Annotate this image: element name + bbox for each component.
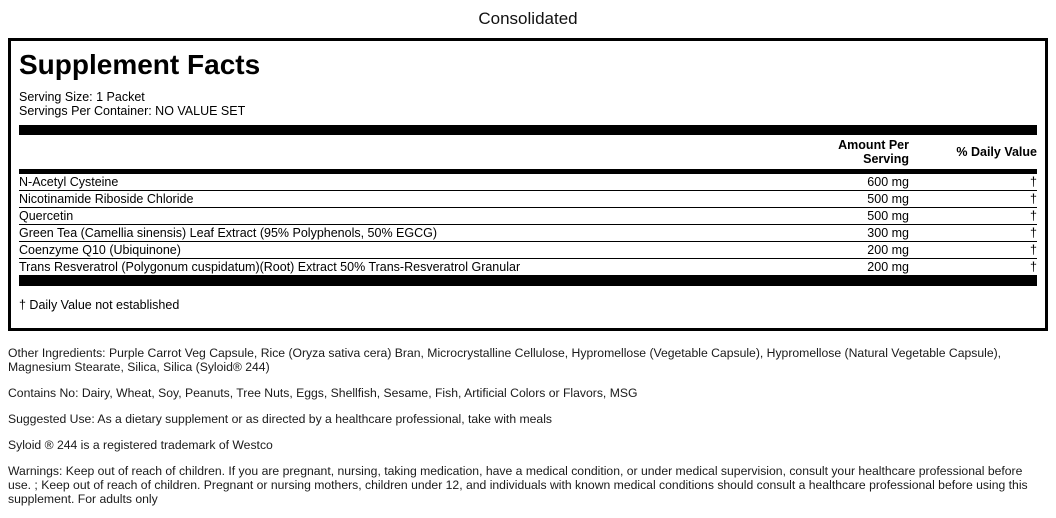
daily-value-footnote: † Daily Value not established: [19, 298, 180, 312]
other-ingredients-text: Other Ingredients: Purple Carrot Veg Capsule, Rice (Oryza sativa cera) Bran, Microcrystalline Cellulose, Hypromellose (Vegetable Capsule), Hypromellose (Natural Vegetable Capsule), Magnesium Stearate, Silica, Silica (Syloid® 244): [8, 346, 1002, 374]
ingredient-name: Green Tea (Camellia sinensis) Leaf Extract (95% Polyphenols, 50% EGCG): [19, 226, 438, 240]
ingredient-name: Coenzyme Q10 (Ubiquinone): [19, 243, 181, 257]
table-header-row: [19, 135, 1037, 169]
page-title: Consolidated: [478, 9, 578, 28]
ingredient-amount: 300 mg: [867, 226, 909, 240]
ingredient-amount: 200 mg: [867, 243, 909, 257]
ingredient-amount: 200 mg: [867, 260, 909, 274]
ingredient-daily-value: †: [1030, 175, 1037, 189]
trademark-text: Syloid ® 244 is a registered trademark of Westco: [8, 438, 273, 452]
ingredient-daily-value: †: [1030, 243, 1037, 257]
daily-value-header: % Daily Value: [956, 145, 1037, 159]
ingredient-amount: 500 mg: [867, 192, 909, 206]
supplement-facts-heading: Supplement Facts: [19, 49, 261, 80]
table-row: [19, 259, 1037, 276]
thick-divider-bottom: [19, 276, 1037, 286]
table-row: [19, 225, 1037, 242]
ingredient-daily-value: †: [1030, 209, 1037, 223]
suggested-use-text: Suggested Use: As a dietary supplement or as directed by a healthcare professional, take with meals: [8, 412, 552, 426]
ingredient-amount: 600 mg: [867, 175, 909, 189]
table-row: [19, 208, 1037, 225]
ingredient-name: Quercetin: [19, 209, 74, 223]
ingredient-name: Trans Resveratrol (Polygonum cuspidatum)(Root) Extract 50% Trans-Resveratrol Granular: [19, 260, 521, 274]
footer-notes: [8, 346, 1048, 506]
ingredient-daily-value: †: [1030, 192, 1037, 206]
table-row: [19, 242, 1037, 259]
ingredient-name: Nicotinamide Riboside Chloride: [19, 192, 194, 206]
servings-per-container-line: Servings Per Container: NO VALUE SET: [19, 104, 246, 118]
thick-divider-top: [19, 125, 1037, 135]
contains-no-text: Contains No: Dairy, Wheat, Soy, Peanuts, Tree Nuts, Eggs, Shellfish, Sesame, Fish, Artificial Colors or Flavors, MSG: [8, 386, 638, 400]
supplement-facts-panel: [8, 38, 1048, 331]
ingredient-name: N-Acetyl Cysteine: [19, 175, 119, 189]
table-row: [19, 174, 1037, 191]
serving-size-line: Serving Size: 1 Packet: [19, 90, 145, 104]
amount-per-serving-header: Amount Per Serving: [838, 138, 909, 166]
ingredient-daily-value: †: [1030, 260, 1037, 274]
ingredient-daily-value: †: [1030, 226, 1037, 240]
table-row: [19, 191, 1037, 208]
warnings-text: Warnings: Keep out of reach of children. If you are pregnant, nursing, taking medication, have a medical condition, or under medical supervision, consult your healthcare professional before use. ; Keep out of reach of children. Pregnant or nursing mothers, children under 12, and individuals with known medical conditions should consult a healthcare professional before using this supplement. For adults only: [8, 464, 1028, 506]
ingredient-amount: 500 mg: [867, 209, 909, 223]
